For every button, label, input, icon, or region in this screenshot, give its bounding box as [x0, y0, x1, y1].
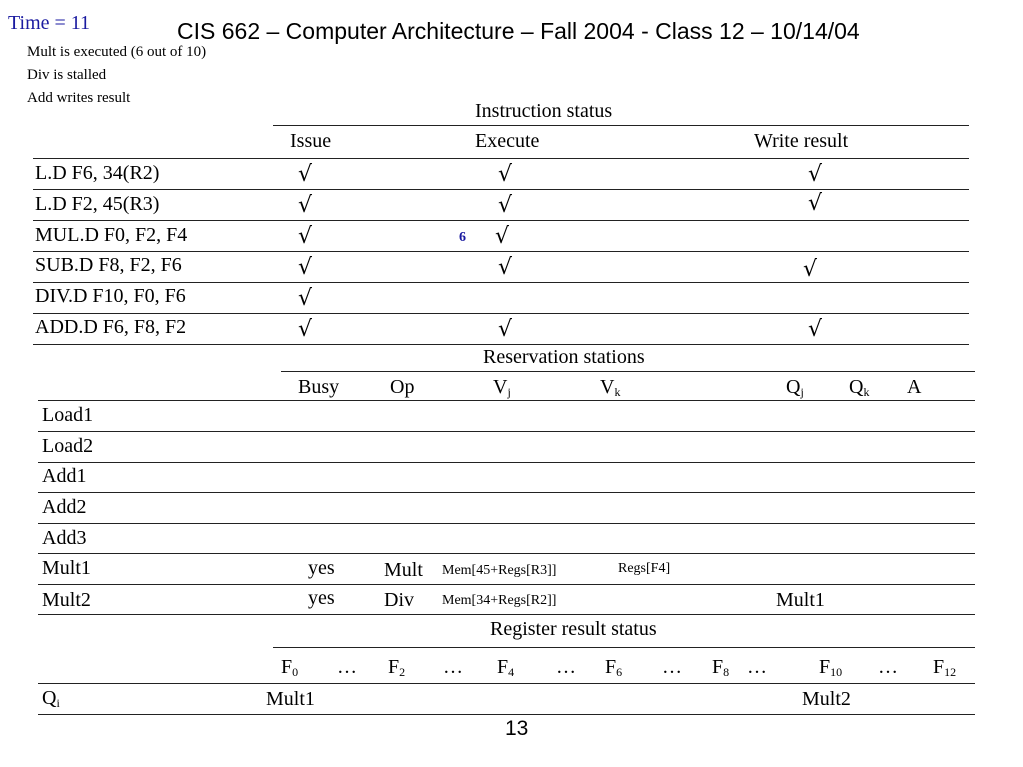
reg-f8: $F_8$: [712, 656, 730, 679]
instr-name: DIV.D F10, F0, F6: [35, 285, 186, 307]
row-rule: [33, 282, 969, 283]
reg-ellipsis: …: [662, 656, 682, 678]
qi-label: $Q_i$: [42, 687, 60, 710]
instr-name: ADD.D F6, F8, F2: [35, 316, 187, 338]
execute-check: √: [495, 224, 510, 249]
instr-top-rule: [273, 125, 969, 126]
row-rule: [38, 553, 975, 554]
reg-f0: $F_0$: [281, 656, 299, 679]
page-number: 13: [505, 717, 529, 740]
rs-name-mult1: Mult1: [42, 557, 91, 579]
instruction-status-title: Instruction status: [475, 100, 613, 122]
rs-name-load1: Load1: [42, 404, 94, 426]
instr-header-rule: [33, 158, 969, 159]
page-title: CIS 662 – Computer Architecture – Fall 2004 - Class 12 – 10/14/04: [177, 18, 860, 44]
row-rule: [33, 220, 969, 221]
write-check: √: [803, 257, 818, 282]
note-add: Add writes result: [27, 90, 131, 106]
issue-check: √: [298, 193, 313, 218]
busy-value: yes: [308, 587, 335, 609]
reg-bottom-rule: [38, 714, 975, 715]
instr-name: MUL.D F0, F2, F4: [35, 224, 188, 246]
vk-value: Regs[F4]: [618, 561, 671, 576]
execute-cycle-note: 6: [459, 230, 466, 245]
rs-header-rule: [38, 400, 975, 401]
reg-f10: $F_{10}$: [819, 656, 843, 679]
vj-value: Mem[34+Regs[R2]]: [442, 593, 557, 608]
col-qk: $Q_k$: [849, 376, 870, 399]
rs-name-load2: Load2: [42, 435, 94, 457]
rs-top-rule: [281, 371, 975, 372]
reg-f2: $F_2$: [388, 656, 406, 679]
time-label: Time = 11: [8, 12, 91, 34]
reg-ellipsis: …: [747, 656, 767, 678]
reg-top-rule: [273, 647, 975, 648]
issue-check: √: [298, 317, 313, 342]
reg-header-rule: [38, 683, 975, 684]
col-execute: Execute: [475, 130, 540, 152]
col-issue: Issue: [290, 130, 332, 152]
instr-name: SUB.D F8, F2, F6: [35, 254, 182, 276]
note-mult: Mult is executed (6 out of 10): [27, 44, 207, 60]
vj-value: Mem[45+Regs[R3]]: [442, 563, 557, 578]
reg-ellipsis: …: [337, 656, 357, 678]
reg-f4: $F_4$: [497, 656, 515, 679]
row-rule: [33, 251, 969, 252]
col-qj: $Q_j$: [786, 376, 804, 399]
issue-check: √: [298, 286, 313, 311]
qj-value: Mult1: [776, 589, 825, 611]
row-rule: [33, 313, 969, 314]
row-rule: [33, 189, 969, 190]
rs-bottom-rule: [38, 614, 975, 615]
rs-name-add2: Add2: [42, 496, 87, 518]
execute-check: √: [498, 317, 513, 342]
instr-bottom-rule: [33, 344, 969, 345]
col-vj: $V_j$: [493, 376, 511, 399]
col-busy: Busy: [298, 376, 340, 398]
execute-check: √: [498, 193, 513, 218]
write-check: √: [808, 317, 823, 342]
rs-name-mult2: Mult2: [42, 589, 91, 611]
busy-value: yes: [308, 557, 335, 579]
col-a: A: [907, 376, 922, 398]
execute-check: √: [498, 255, 513, 280]
op-value: Div: [384, 589, 414, 611]
instr-name: L.D F6, 34(R2): [35, 162, 160, 184]
register-status-title: Register result status: [490, 618, 657, 640]
qi-f10-value: Mult2: [802, 688, 851, 710]
execute-check: √: [498, 162, 513, 187]
rs-name-add3: Add3: [42, 527, 87, 549]
reg-f6: $F_6$: [605, 656, 623, 679]
row-rule: [38, 523, 975, 524]
write-check: √: [808, 191, 823, 216]
row-rule: [38, 492, 975, 493]
reg-f12: $F_{12}$: [933, 656, 957, 679]
op-value: Mult: [384, 559, 423, 581]
note-div: Div is stalled: [27, 67, 107, 83]
col-vk: $V_k$: [600, 376, 621, 399]
row-rule: [38, 584, 975, 585]
issue-check: √: [298, 255, 313, 280]
row-rule: [38, 462, 975, 463]
row-rule: [38, 431, 975, 432]
col-op: Op: [390, 376, 415, 398]
rs-name-add1: Add1: [42, 465, 87, 487]
reg-ellipsis: …: [443, 656, 463, 678]
reg-ellipsis: …: [878, 656, 898, 678]
issue-check: √: [298, 162, 313, 187]
col-write-result: Write result: [754, 130, 849, 152]
instr-name: L.D F2, 45(R3): [35, 193, 160, 215]
issue-check: √: [298, 224, 313, 249]
write-check: √: [808, 162, 823, 187]
qi-f0-value: Mult1: [266, 688, 315, 710]
reservation-stations-title: Reservation stations: [483, 346, 645, 368]
reg-ellipsis: …: [556, 656, 576, 678]
